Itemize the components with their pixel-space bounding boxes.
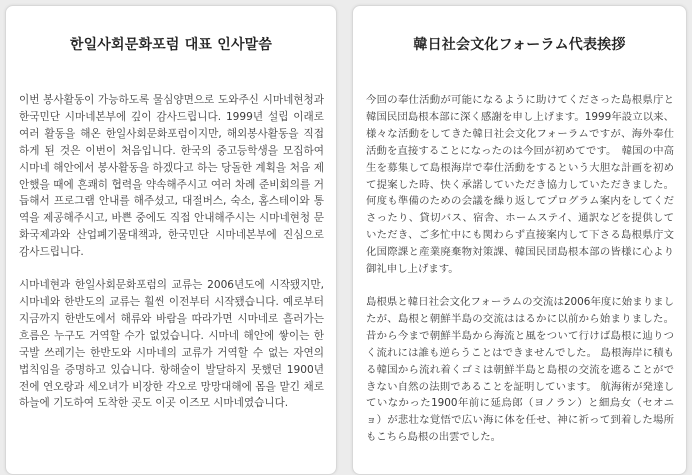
japanese-greeting-title: 韓日社会文化フォーラム代表挨拶	[413, 37, 626, 53]
japanese-greeting-card	[352, 5, 687, 475]
japanese-paragraph-2: 島根県と韓日社会文化フォーラムの交流は2006年度に始まりましたが、島根と朝鮮半島の交流ははるかに以前から始まりました。 昔から今まで朝鮮半島から海流と風をついて行けば島根に辿りつく流れには誰も逆らうことはできませんでした。 島根海岸に積もる韓国から流れ着くゴミは朝鮮半島と島根の交流を遮ることができない自然の法則であることを証明しています。 航海術が発達していなかった1900年前に延烏郎（ヨノラン）と細烏女（セオニョ）が悲壮な覚悟で広い海に体を任せ、神に祈って到着した場所もこちら島根の出雲でした。	[366, 295, 674, 444]
japanese-paragraph-1: 今回の奉仕活動が可能になるように助けてくださった島根県庁と韓国民団島根本部に深く感謝を申し上げます。1999年設立以来、様々な活動をしてきた韓日社会文化フォーラムですが、海外奉仕活動を直接することになったのは今回が初めてです。 韓国の中高生を募集して島根海岸で奉仕活動をするという大胆な計画を初めて提案した時、快く承諾していただき協力していただきました。何度も準備のための会議を繰り返してプログラム案内をしてくださったり、貸切バス、宿舎、ホームステイ、通訳などを提供していただき、ご多忙中にも関わらず直接案内して下さる島根県庁文化国際課と産業廃棄物対策課、韓国民団島根本部の皆様に心より御礼申し上げます。	[366, 94, 674, 276]
korean-greeting-title: 한일사회문화포럼 대표 인사말씀	[69, 37, 273, 53]
korean-greeting-card	[5, 5, 337, 475]
korean-greeting-body	[19, 92, 324, 412]
japanese-greeting-body	[366, 92, 674, 446]
korean-paragraph-1: 이번 봉사활동이 가능하도록 물심양면으로 도와주신 시마네현청과 한국민단 시마네본부에 깊이 감사드립니다. 1999년 설립 이래로 여러 활동을 해온 한일사회문화포럼이지만, 해외봉사활동을 직접 하게 된 것은 이번이 처음입니다. 한국의 중고등학생을 모집하여 시마네 해안에서 봉사활동을 하겠다고 하는 당돌한 계획을 처음 제안했을 때에 흔쾌히 협력을 약속해주시고 여러 차례 준비회의를 거듭해서 프로그램 안내를 해주셨고, 대절버스, 숙소, 홈스테이와 통역을 제공해주시고, 바쁜 중에도 직접 안내해주시는 시마네현청 문화국제과와 산업폐기물대책과, 한국민단 시마네본부에 진심으로 감사드립니다.	[19, 94, 324, 259]
korean-paragraph-2: 시마네현과 한일사회문화포럼의 교류는 2006년도에 시작됐지만, 시마네와 한반도의 교류는 훨씬 이전부터 시작됐습니다. 예로부터 지금까지 한반도에서 해류와 바람을 따라가면 시마네로 흘러가는 흐름은 누구도 거역할 수가 없었습니다. 시마네 해안에 쌓이는 한국발 쓰레기는 한반도와 시마네의 교류가 거역할 수 없는 자연의 법칙임을 증명하고 있습니다. 항해술이 발달하지 못했던 1900년 전에 연오랑과 세오녀가 비장한 각오로 망망대해에 몸을 맡긴 채로 하늘에 기도하여 도착한 곳도 이곳 이즈모 시마네였습니다.	[19, 279, 324, 410]
